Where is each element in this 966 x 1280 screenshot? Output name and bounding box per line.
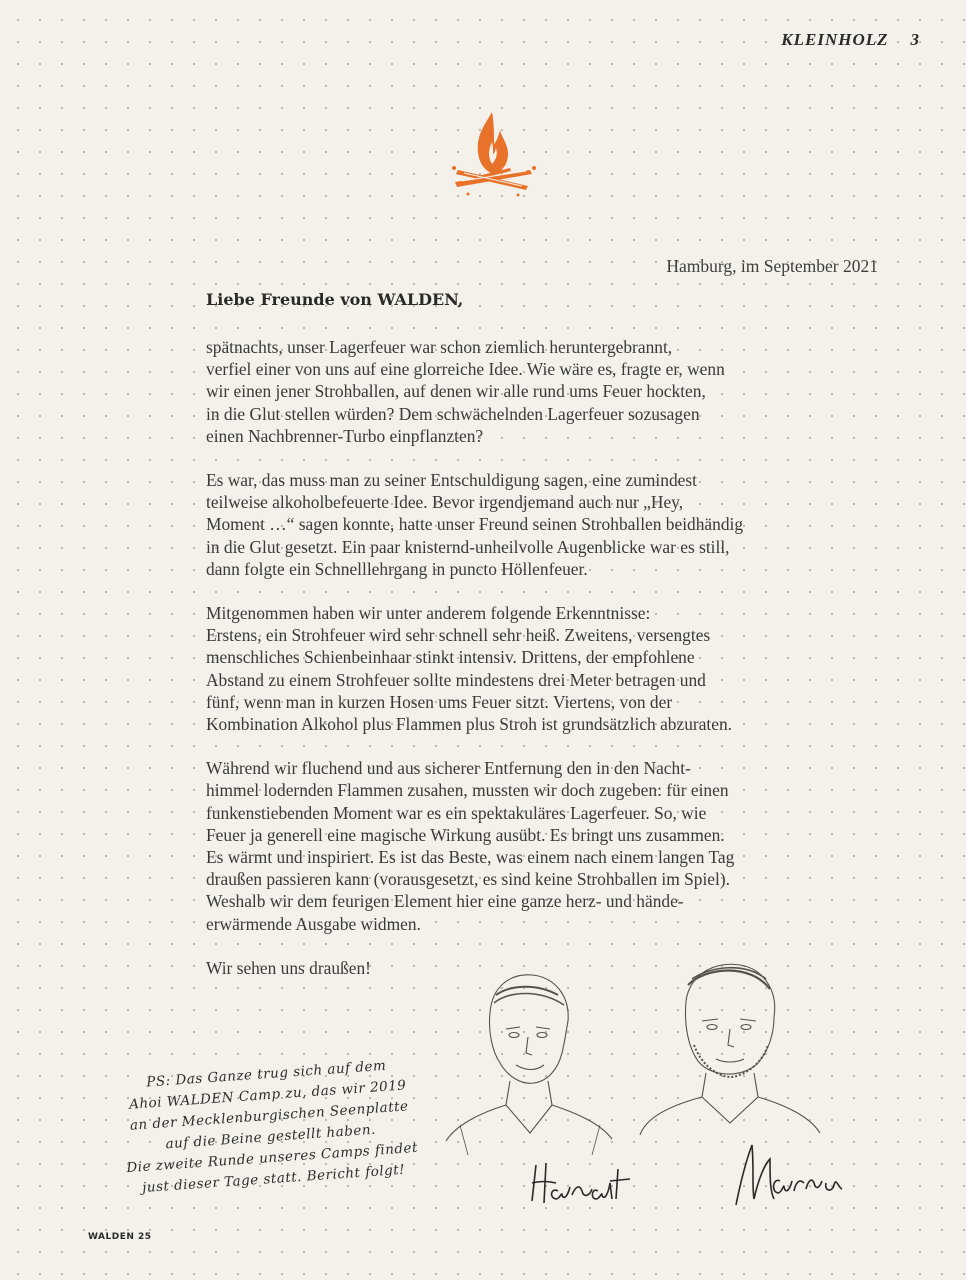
- portrait-harald: [446, 975, 612, 1155]
- editor-portraits: [440, 955, 880, 1225]
- campfire-icon: [448, 108, 538, 200]
- footer: [88, 1232, 152, 1242]
- signature-harald: [532, 1163, 630, 1203]
- paragraph: Mitgenommen haben wir unter anderem folgende Erkenntnisse: Erstens, ein Strohfeuer wird sehr schnell sehr heiß. Zweitens, versengtes menschliches Schienbeinhaar stinkt intensiv. Drittens, der empfohlene Abstand zu einem Strohfeuer sollte mindestens drei Meter betragen und fünf, wenn man in kurzen Hosen ums Feuer sitzt. Viertens, von der Kombination Alkohol plus Flammen plus Stroh ist grundsätzlich abzuraten.: [206, 603, 733, 735]
- footer-page-number: 25: [138, 1232, 152, 1242]
- magazine-name: WALDEN: [88, 1232, 135, 1242]
- section-title: KLEINHOLZ: [781, 30, 889, 49]
- signature-markus: [736, 1145, 842, 1205]
- portrait-markus: [640, 964, 820, 1135]
- paragraph: Während wir fluchend und aus sicherer Entfernung den in den Nacht- himmel lodernden Flammen zusahen, mussten wir doch zugeben: für einen funkenstiebenden Moment war es ein spektakuläres Lagerfeuer. So, wie Feuer ja generell eine magische Wirkung ausübt. Es bringt uns zusammen. Es wärmt und inspiriert. Es ist das Beste, was einem nach einem langen Tag draußen passieren kann (vorausgesetzt, es sind keine Strohballen im Spiel). Weshalb wir dem feurigen Element hier eine ganze herz- und hände- erwärmende Ausgabe widmen.: [206, 758, 735, 934]
- letter-body: [206, 336, 806, 1001]
- paragraph: Es war, das muss man zu seiner Entschuldigung sagen, eine zumindest teilweise alkoholbefeuerte Idee. Bevor irgendjemand auch nur „Hey, Moment …“ sagen konnte, hatte unser Freund seinen Strohballen beidhändig in die Glut gesetzt. Ein paar knisternd-unheilvolle Augenblicke war es still, dann folgte ein Schnelllehrgang in puncto Höllenfeuer.: [206, 470, 744, 579]
- paragraph: spätnachts, unser Lagerfeuer war schon ziemlich heruntergebrannt, verfiel einer von uns auf eine glorreiche Idee. Wie wäre es, fragte er, wenn wir einen jener Strohballen, auf denen wir alle rund ums Feuer hockten, in die Glut stellen würden? Dem schwächelnden Lagerfeuer sozusagen einen Nachbrenner-Turbo einpflanzten?: [206, 337, 725, 446]
- page-header: [781, 30, 920, 50]
- letter-greeting: Liebe Freunde von WALDEN,: [206, 290, 464, 309]
- letter-date: Hamburg, im September 2021: [666, 256, 878, 276]
- postscript: PS: Das Ganze trug sich auf dem Ahoi WALDEN Camp zu, das wir 2019 an der Mecklenburgischen Seenplatte auf die Beine gestellt haben. Die zweite Runde unseres Camps findet just dieser Tage statt. Bericht folgt!: [125, 1057, 419, 1197]
- closing-line: Wir sehen uns draußen!: [206, 957, 371, 978]
- page-number: 3: [910, 30, 920, 49]
